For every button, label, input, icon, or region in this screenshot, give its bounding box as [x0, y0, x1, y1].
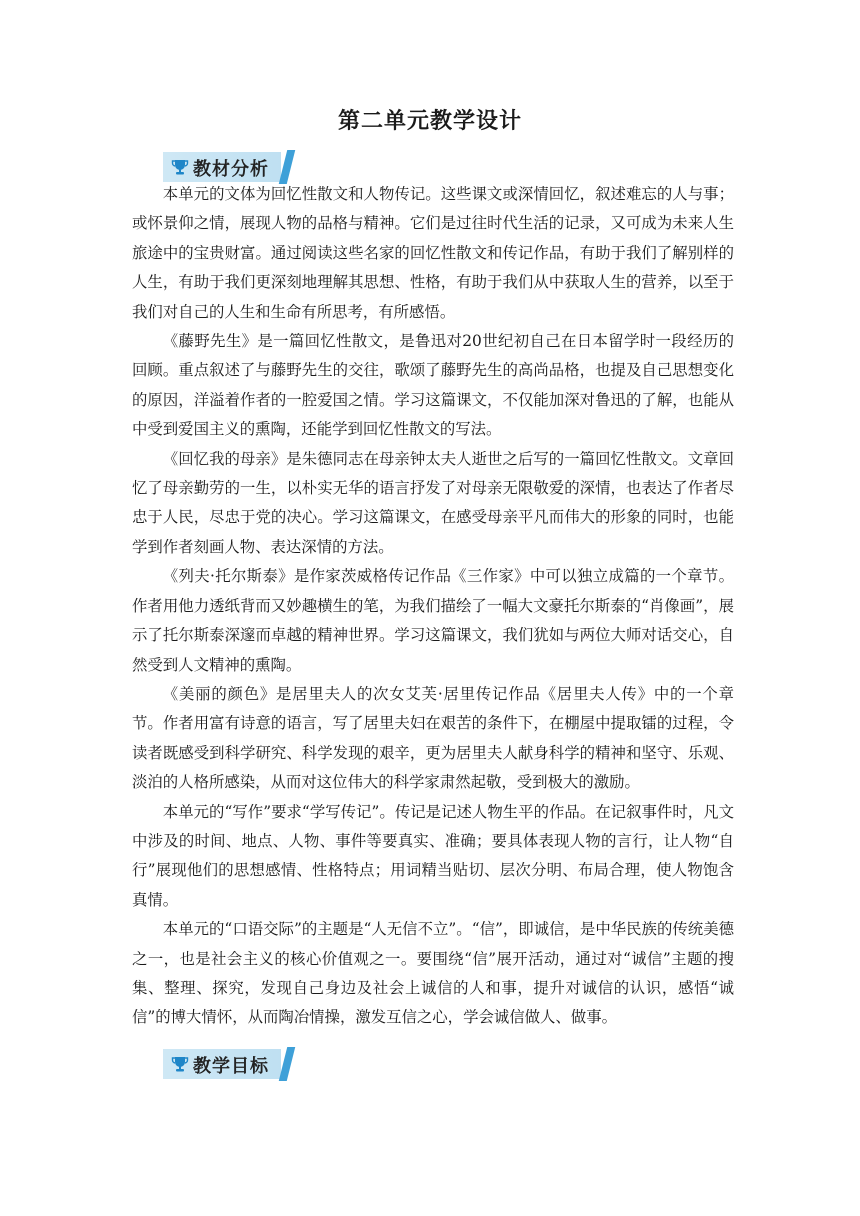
- paragraph: 《藤野先生》是一篇回忆性散文，是鲁迅对20世纪初自己在日本留学时一段经历的回顾。重点叙述了与藤野先生的交往，歌颂了藤野先生的高尚品格，也提及自己思想变化的原因，洋溢着作者的一腔爱国之情。学习这篇课文，不仅能加深对鲁迅的了解，也能从中受到爱国主义的熏陶，还能学到回忆性散文的写法。: [132, 332, 734, 439]
- section-header-goals: [163, 1049, 299, 1079]
- section-header-label: 教学目标: [193, 1056, 269, 1077]
- section-header-analysis: [163, 152, 299, 182]
- paragraph: 《美丽的颜色》是居里夫人的次女艾芙·居里传记作品《居里夫人传》中的一个章节。作者用富有诗意的语言，写了居里夫妇在艰苦的条件下，在棚屋中提取镭的过程，令读者既感受到科学研究、科学发现的艰辛，更为居里夫人献身科学的精神和坚守、乐观、淡泊的人格所感染，从而对这位伟大的科学家肃然起敬，受到极大的激励。: [132, 684, 734, 792]
- paragraph: 本单元的文体为回忆性散文和人物传记。这些课文或深情回忆，叙述难忘的人与事；或怀景仰之情，展现人物的品格与精神。它们是过往时代生活的记录，又可成为未来人生旅途中的宝贵财富。通过阅读这些名家的回忆性散文和传记作品，有助于我们了解别样的人生，有助于我们更深刻地理解其思想、性格，有助于我们从中获取人生的营养，以至于我们对自己的人生和生命有所思考，有所感悟。: [132, 185, 734, 321]
- paragraph: 本单元的“写作”要求“学写传记”。传记是记述人物生平的作品。在记叙事件时，凡文中涉及的时间、地点、人物、事件等要真实、准确；要具体表现人物的言行，让人物“自行”展现他们的思想感情、性格特点；用词精当贴切、层次分明、布局合理，使人物饱含真情。: [132, 802, 734, 909]
- paragraph: 《回忆我的母亲》是朱德同志在母亲钟太夫人逝世之后写的一篇回忆性散文。文章回忆了母亲勤劳的一生，以朴实无华的语言抒发了对母亲无限敬爱的深情，也表达了作者尽忠于人民，尽忠于党的决心。学习这篇课文，在感受母亲平凡而伟大的形象的同时，也能学到作者刻画人物、表达深情的方法。: [132, 449, 734, 556]
- paragraph: 《列夫·托尔斯泰》是作家茨威格传记作品《三作家》中可以独立成篇的一个章节。作者用他力透纸背而又妙趣横生的笔，为我们描绘了一幅大文豪托尔斯泰的“肖像画”，展示了托尔斯泰深邃而卓越的精神世界。学习这篇课文，我们犹如与两位大师对话交心，自然受到人文精神的熏陶。: [132, 567, 734, 674]
- page-title: 第二单元教学设计: [337, 109, 522, 134]
- section-header-label: 教材分析: [193, 159, 269, 180]
- paragraph: 本单元的“口语交际”的主题是“人无信不立”。“信”，即诚信，是中华民族的传统美德之一，也是社会主义的核心价值观之一。要围绕“信”展开活动，通过对“诚信”主题的搜集、整理、探究，发现自己身边及社会上诚信的人和事，提升对诚信的认识，感悟“诚信”的博大情怀，从而陶冶情操，激发互信之心，学会诚信做人、做事。: [132, 920, 734, 1027]
- body-text: [132, 180, 734, 1033]
- trophy-icon: [171, 1055, 189, 1073]
- section-header-accent: [279, 1047, 295, 1081]
- trophy-icon: [171, 158, 189, 176]
- section-header-accent: [279, 150, 295, 184]
